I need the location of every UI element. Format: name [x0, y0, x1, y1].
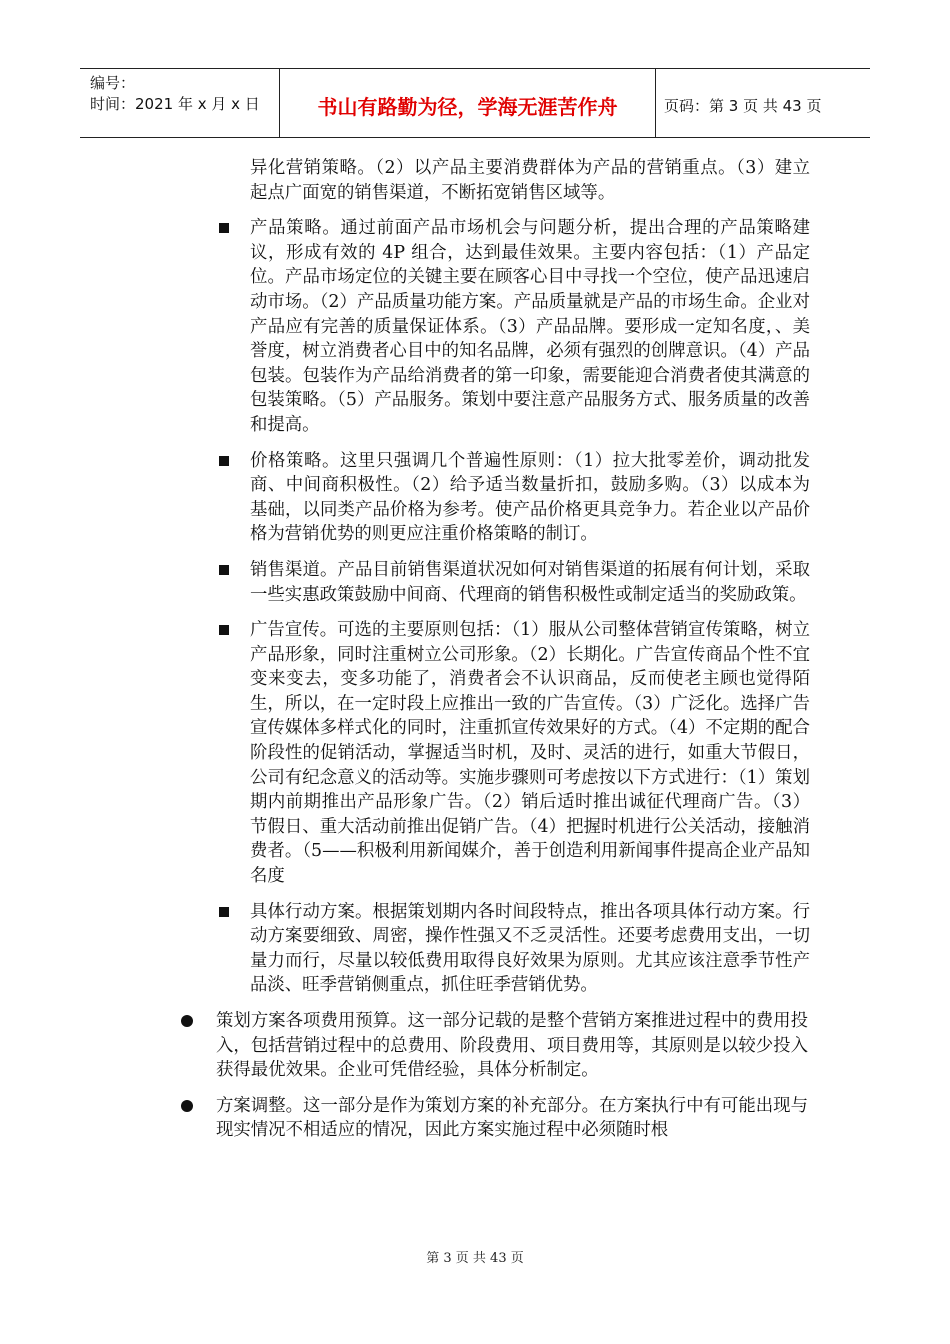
- list-item-advertising: [250, 618, 810, 889]
- round-bullet-icon: [181, 1100, 193, 1112]
- square-bullet-icon: [219, 456, 229, 466]
- paragraph-text: 产品策略。通过前面产品市场机会与问题分析，提出合理的产品策略建议，形成有效的 4P 组合，达到最佳效果。主要内容包括：（1）产品定位。产品市场定位的关键主要在顾客心目中寻找一个空位，使产品迅速启动市场。（2）产品质量功能方案。产品质量就是产品的市场生命。企业对产品应有完善的质量保证体系。（3）产品品牌。要形成一定知名度，、美誉度，树立消费者心目中的知名品牌，必须有强烈的创牌意识。（4）产品包装。包装作为产品给消费者的第一印象，需要能迎合消费者使其满意的包装策略。（5）产品服务。策划中要注意产品服务方式、服务质量的改善和提高。: [250, 218, 810, 435]
- list-item-action-plan: [250, 900, 810, 998]
- paragraph-text: 异化营销策略。（2）以产品主要消费群体为产品的营销重点。（3）建立起点广面宽的销售渠道，不断拓宽销售区域等。: [250, 158, 810, 203]
- round-bullet-icon: [181, 1015, 193, 1027]
- list-item-sales-channel: [250, 558, 810, 607]
- square-bullet-icon: [219, 907, 229, 917]
- square-bullet-icon: [219, 565, 229, 575]
- list-item-adjustment: [216, 1094, 808, 1143]
- list-item-product-strategy: [250, 216, 810, 437]
- document-date-label: 时间：2021 年 x 月 x 日: [90, 95, 260, 113]
- header-page-info: 页码：第 3 页 共 43 页: [664, 96, 822, 115]
- page-header: [80, 68, 870, 138]
- header-motto: 书山有路勤为径，学海无涯苦作舟: [280, 69, 656, 137]
- paragraph-text: 具体行动方案。根据策划期内各时间段特点，推出各项具体行动方案。行动方案要细致、周密，操作性强又不乏灵活性。还要考虑费用支出，一切量力而行，尽量以较低费用取得良好效果为原则。尤其应该注意季节性产品淡、旺季营销侧重点，抓住旺季营销优势。: [250, 901, 810, 996]
- square-bullet-icon: [219, 223, 229, 233]
- square-bullet-icon: [219, 625, 229, 635]
- list-item-budget: [216, 1009, 808, 1083]
- paragraph-text: 价格策略。这里只强调几个普遍性原则：（1）拉大批零差价，调动批发商、中间商积极性。（2）给予适当数量折扣，鼓励多购。（3）以成本为基础，以同类产品价格为参考。使产品价格更具竞争力。若企业以产品价格为营销优势的则更应注重价格策略的制订。: [250, 450, 810, 545]
- paragraph-text: 策划方案各项费用预算。这一部分记载的是整个营销方案推进过程中的费用投入，包括营销过程中的总费用、阶段费用、项目费用等，其原则是以较少投入获得最优效果。企业可凭借经验，具体分析制定。: [216, 1011, 808, 1081]
- header-meta: [80, 69, 280, 137]
- document-body: [0, 156, 950, 1154]
- page-footer: 第 3 页 共 43 页: [426, 1251, 524, 1266]
- document-number-label: 编号：: [90, 74, 136, 92]
- paragraph-text: 广告宣传。可选的主要原则包括：（1）服从公司整体营销宣传策略，树立产品形象，同时注重树立公司形象。（2）长期化。广告宣传商品个性不宜变来变去，变多功能了，消费者会不认识商品，反而使老主顾也觉得陌生，所以，在一定时段上应推出一致的广告宣传。（3）广泛化。选择广告宣传媒体多样式化的同时，注重抓宣传效果好的方式。（4）不定期的配合阶段性的促销活动，掌握适当时机，及时、灵活的进行，如重大节假日，公司有纪念意义的活动等。实施步骤则可考虑按以下方式进行：（1）策划期内前期推出产品形象广告。（2）销后适时推出诚征代理商广告。（3）节假日、重大活动前推出促销广告。（4）把握时机进行公关活动，接触消费者。（5——积极利用新闻媒介，善于创造利用新闻事件提高企业产品知名度: [250, 620, 810, 887]
- paragraph-text: 方案调整。这一部分是作为策划方案的补充部分。在方案执行中有可能出现与现实情况不相适应的情况，因此方案实施过程中必须随时根: [216, 1095, 808, 1141]
- paragraph-text: 销售渠道。产品目前销售渠道状况如何对销售渠道的拓展有何计划，采取一些实惠政策鼓励中间商、代理商的销售积极性或制定适当的奖励政策。: [250, 559, 810, 605]
- list-item-price-strategy: [250, 449, 810, 547]
- paragraph-continuation: [250, 156, 810, 205]
